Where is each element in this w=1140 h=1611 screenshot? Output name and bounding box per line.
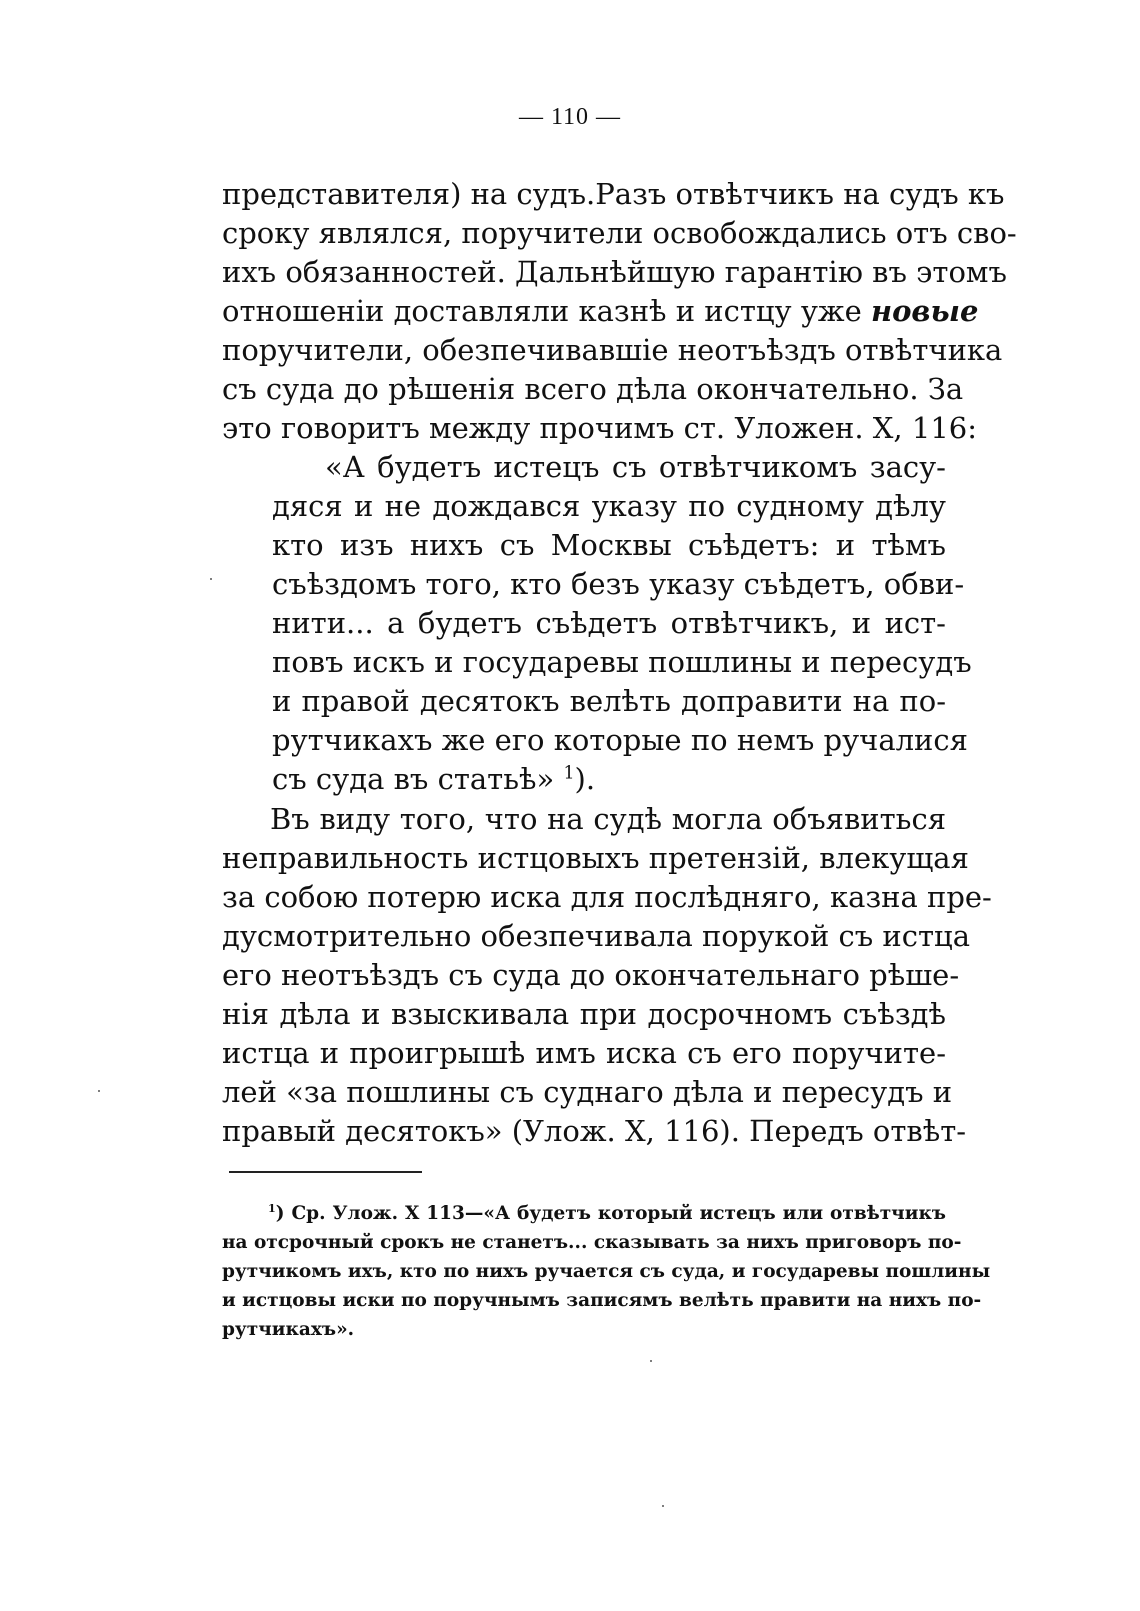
quote-line: кто изъ нихъ съ Москвы съѣдетъ: и тѣмъ: [272, 528, 946, 562]
footnote-marker: 1: [268, 1201, 276, 1215]
text-line: его неотъѣздъ съ суда до окончательнаго рѣше-: [222, 958, 960, 992]
text-line: съ суда до рѣшенія всего дѣла окончательно. За: [222, 372, 964, 406]
text-line: нія дѣла и взыскивала при досрочномъ съѣздѣ: [222, 997, 946, 1031]
text-line: правый десятокъ» (Улож. Х, 116). Передъ отвѣт-: [222, 1114, 967, 1148]
quote-text: съ суда въ статьѣ»: [272, 762, 555, 796]
text-line: за собою потерю иска для послѣдняго, казна пре-: [222, 880, 992, 914]
text-line: неправильность истцовыхъ претензій, влекущая: [222, 841, 969, 875]
scan-speck: [98, 1090, 100, 1092]
text-line: поручители, обезпечивавшіе неотъѣздъ отвѣтчика: [222, 333, 1003, 367]
scan-speck: [650, 1360, 652, 1362]
quote-line: съѣздомъ того, кто безъ указу съѣдетъ, обви-: [272, 567, 965, 601]
footnote-line: на отсрочный срокъ не станетъ... сказывать за нихъ приговоръ по-: [222, 1232, 962, 1253]
text-line: лей «за пошлины съ суднаго дѣла и пересудъ и: [222, 1075, 953, 1109]
text-line: ихъ обязанностей. Дальнѣйшую гарантію въ этомъ: [222, 255, 1007, 289]
text-line-with-emphasis: [222, 293, 979, 329]
footnote-line: рутчикахъ».: [222, 1319, 355, 1340]
quote-line: дяся и не дождався указу по судному дѣлу: [272, 489, 946, 523]
text-line: дусмотрительно обезпечивала порукой съ истца: [222, 919, 970, 953]
quote-line: повъ искъ и государевы пошлины и пересудъ: [272, 645, 972, 679]
footnote-line: рутчикомъ ихъ, кто по нихъ ручается съ суда, и государевы пошлины: [222, 1261, 991, 1282]
quote-line: нити... а будетъ съѣдетъ отвѣтчикъ, и ист-: [272, 606, 946, 640]
quote-last-line: [272, 761, 946, 797]
footnote-separator: [229, 1171, 422, 1173]
scan-speck: [662, 1505, 664, 1507]
text-line: Въ виду того, что на судѣ могла объявиться: [270, 802, 946, 836]
text-line: сроку являлся, поручители освобождались отъ сво-: [222, 216, 1017, 250]
quote-line: рутчикахъ же его которые по немъ ручалися: [272, 723, 968, 757]
scan-speck: [210, 578, 212, 580]
emphasis-word: новые: [870, 294, 979, 328]
footnote-line: и истцовы иски по поручнымъ записямъ велѣть правити на нихъ по-: [222, 1290, 982, 1311]
footnote-line: [268, 1200, 946, 1228]
text-line: это говоритъ между прочимъ ст. Уложен. Х, 116:: [222, 411, 977, 445]
footnote-text: ) Ср. Улож. Х 113—«А будетъ который истецъ или отвѣтчикъ: [275, 1203, 946, 1224]
text-line: представителя) на судъ.Разъ отвѣтчикъ на судъ къ: [222, 177, 1005, 211]
quote-closing: ).: [574, 762, 596, 796]
quote-line: и правой десятокъ велѣть доправити на по-: [272, 684, 946, 718]
text-line: истца и проигрышѣ имъ иска съ его поручите-: [222, 1036, 946, 1070]
page-number: — 110 —: [518, 104, 622, 130]
footnote-reference: 1: [563, 763, 575, 784]
quote-line: «А будетъ истецъ съ отвѣтчикомъ засу-: [325, 450, 946, 484]
text-segment: отношеніи доставляли казнѣ и истцу уже: [222, 294, 862, 328]
